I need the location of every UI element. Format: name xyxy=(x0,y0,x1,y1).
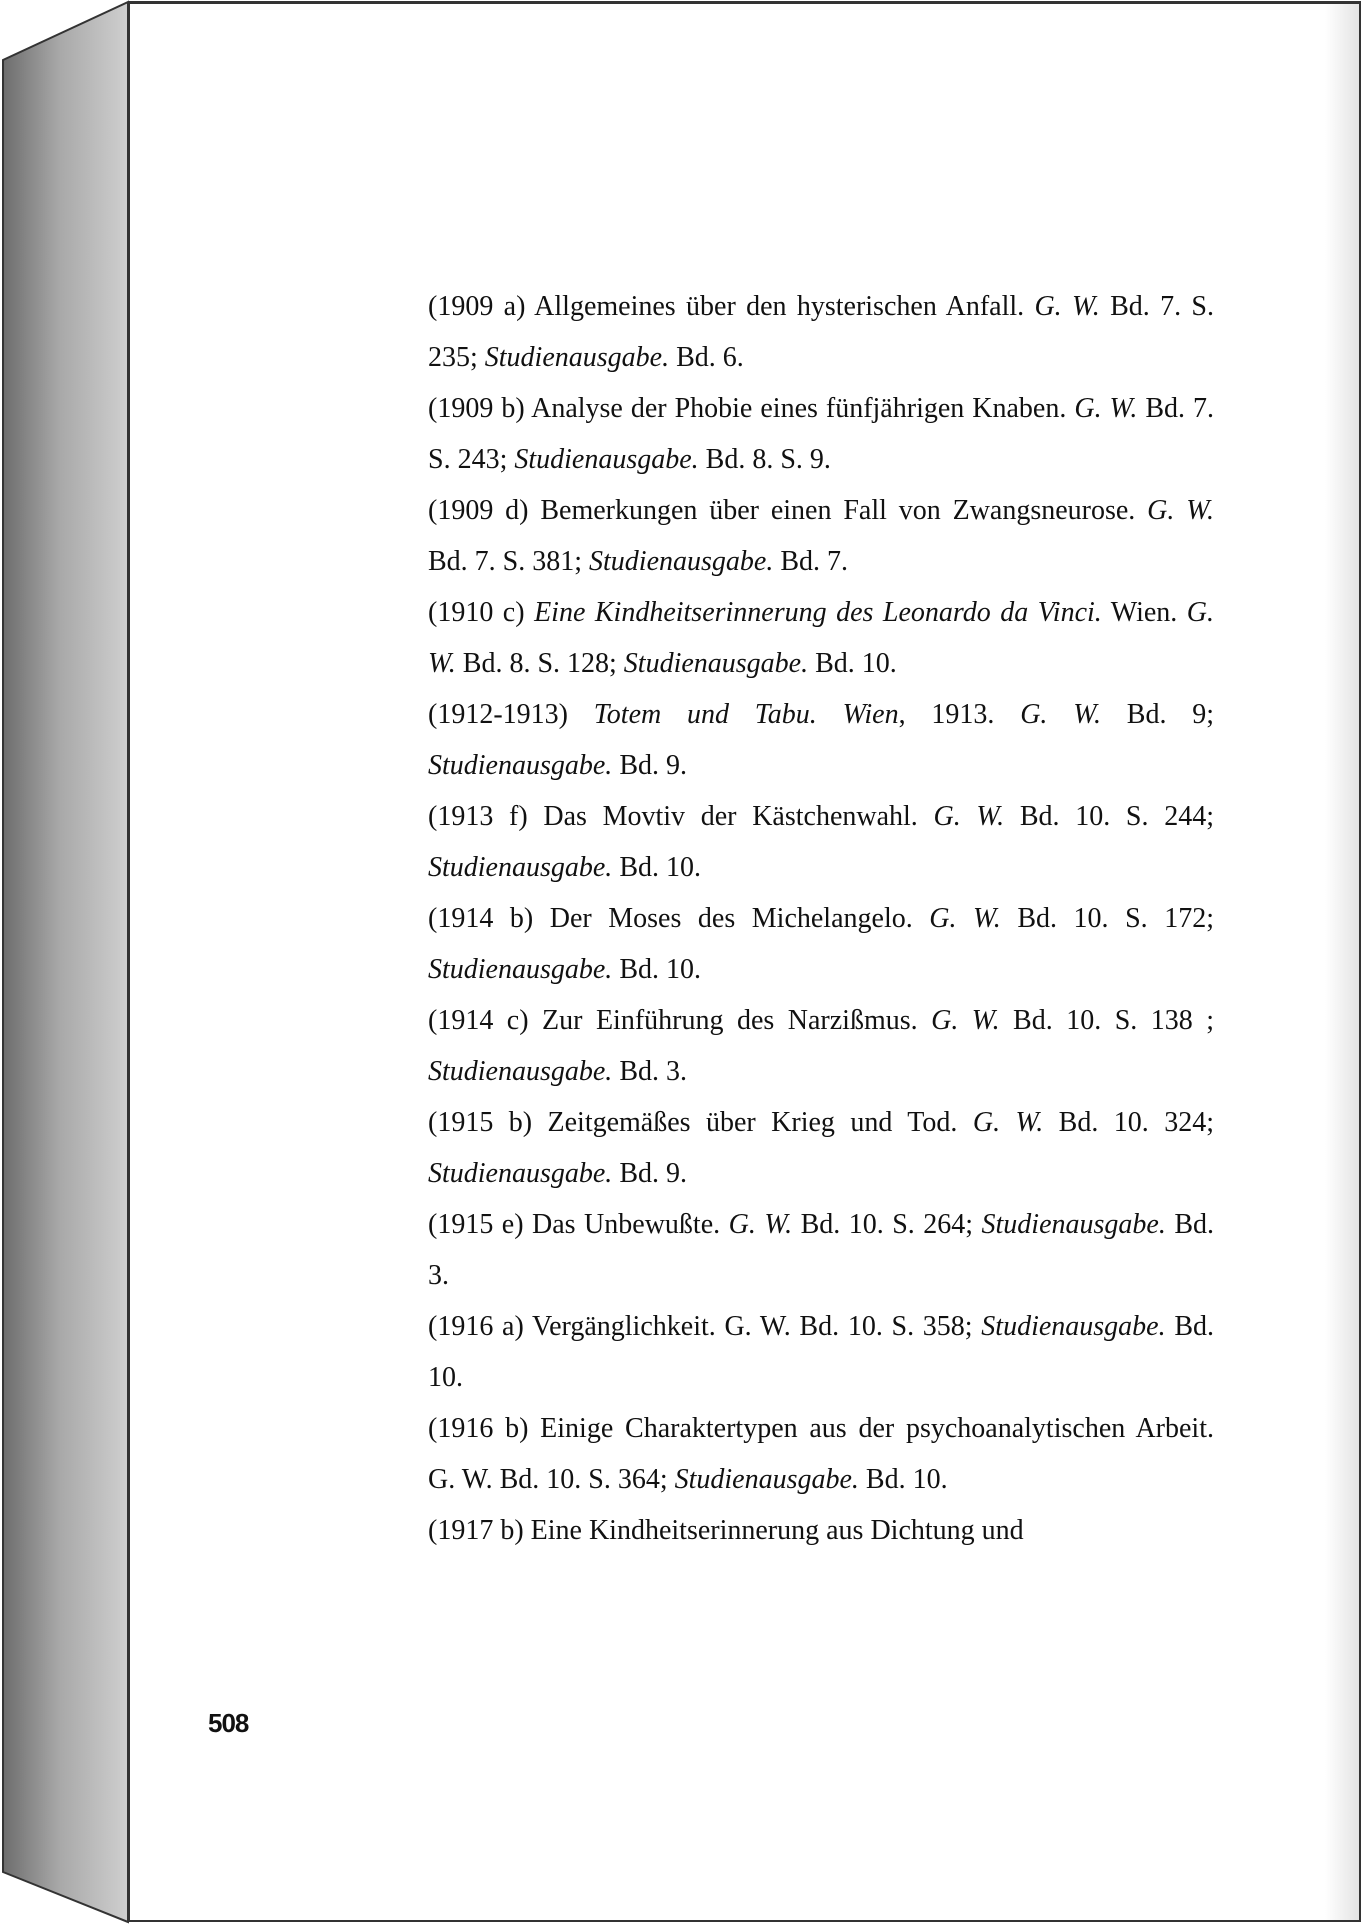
entry-text: (1917 b) Eine Kindheitserinnerung aus Dichtung und xyxy=(428,1515,1024,1546)
entry-text: Bd. 10. S. 264; xyxy=(792,1209,982,1240)
entry-text: Bd. 3. xyxy=(428,1209,1214,1291)
entry-text: Bd. 3. xyxy=(612,1056,687,1087)
entry-text: Bd. 10. S. 172; xyxy=(1000,903,1214,934)
bibliography-list xyxy=(428,281,1214,1556)
entry-text: Bd. 10. xyxy=(858,1464,948,1495)
bibliography-entry xyxy=(428,1505,1214,1556)
entry-title-italic: Studienausgabe. xyxy=(428,750,613,781)
bibliography-entry xyxy=(428,587,1214,689)
entry-text: (1914 b) Der Moses des Michelangelo. xyxy=(428,903,930,934)
entry-text: (1910 c) xyxy=(428,597,535,628)
entry-title-italic: Studienausgabe. xyxy=(981,1311,1166,1342)
entry-title-italic: G. W. xyxy=(1020,699,1101,730)
entry-text: Bd. 9. xyxy=(612,1158,687,1189)
entry-text: Bd. 10. xyxy=(612,954,701,985)
entry-text: Bd. 10. S. 244; xyxy=(1004,801,1214,832)
entry-text: (1914 c) Zur Einführung des Narzißmus. xyxy=(428,1005,932,1036)
entry-text: (1909 d) Bemerkungen über einen Fall von Zwangsneurose. xyxy=(428,495,1148,526)
entry-text: (1915 b) Zeitgemäßes über Krieg und Tod. xyxy=(428,1107,973,1138)
entry-text: Bd. 9. xyxy=(612,750,687,781)
entry-title-italic: Studienausgabe. xyxy=(981,1209,1166,1240)
entry-title-italic: Studienausgabe. xyxy=(428,954,613,985)
bibliography-entry xyxy=(428,1301,1214,1403)
entry-title-italic: G. W. xyxy=(933,801,1005,832)
entry-text: Bd. 10. xyxy=(612,852,701,883)
entry-text: Bd. 8. S. 9. xyxy=(698,444,831,475)
entry-title-italic: Studienausgabe. xyxy=(623,648,809,679)
bibliography-entry xyxy=(428,791,1214,893)
entry-text: Bd. 10. xyxy=(428,1311,1214,1393)
entry-text: (1916 a) Vergänglichkeit. G. W. Bd. 10. S. 358; xyxy=(428,1311,982,1342)
entry-text: Bd. 7. S. 235; xyxy=(428,291,1214,373)
entry-title-italic: G. W. xyxy=(728,1209,793,1240)
bibliography-entry xyxy=(428,1199,1214,1301)
bibliography-entry xyxy=(428,893,1214,995)
entry-title-italic: Studienausgabe. xyxy=(674,1464,859,1495)
entry-title-italic: G. W. xyxy=(1034,291,1100,322)
entry-text: (1913 f) Das Movtiv der Kästchenwahl. xyxy=(428,801,934,832)
entry-title-italic: G. W. xyxy=(929,903,1001,934)
page-edge-shadow xyxy=(1325,4,1359,1920)
entry-title-italic: Studienausgabe. xyxy=(428,1158,613,1189)
entry-text: Bd. 10. 324; xyxy=(1043,1107,1214,1138)
entry-title-italic: Studienausgabe. xyxy=(428,1056,613,1087)
entry-text: Bd. 10. xyxy=(808,648,897,679)
entry-title-italic: Studienausgabe. xyxy=(428,852,613,883)
entry-text: Wien. xyxy=(1101,597,1187,628)
entry-text: , 1913. xyxy=(898,699,1021,730)
entry-title-italic: Eine Kindheitserinnerung des Leonardo da Vinci. xyxy=(534,597,1102,628)
entry-text: Bd. 7. S. 243; xyxy=(428,393,1214,475)
entry-text: (1916 b) Einige Charaktertypen aus der psychoanalytischen Arbeit. G. W. Bd. 10. S. 364; xyxy=(428,1413,1214,1495)
entry-title-italic: G. W. xyxy=(972,1107,1044,1138)
entry-title-italic: G. W. xyxy=(931,1005,1000,1036)
entry-text: (1912-1913) xyxy=(428,699,594,730)
entry-text: Bd. 8. S. 128; xyxy=(455,648,624,679)
page-number: 508 xyxy=(208,1708,249,1738)
entry-text: (1915 e) Das Unbewußte. xyxy=(428,1209,729,1240)
entry-text: Bd. 6. xyxy=(669,342,744,373)
entry-title-italic: Studienausgabe. xyxy=(589,546,774,577)
entry-text: Bd. 10. S. 138 ; xyxy=(999,1005,1215,1036)
entry-title-italic: Studienausgabe. xyxy=(484,342,670,373)
entry-text: (1909 b) Analyse der Phobie eines fünfjährigen Knaben. xyxy=(428,393,1075,424)
entry-title-italic: G. W. xyxy=(428,597,1214,679)
entry-title-italic: G. W. xyxy=(1147,495,1214,526)
entry-text: Bd. 7. xyxy=(773,546,849,577)
entry-title-italic: G. W. xyxy=(1074,393,1138,424)
bibliography-entry xyxy=(428,383,1214,485)
bibliography-entry xyxy=(428,1097,1214,1199)
entry-text: (1909 a) Allgemeines über den hysterischen Anfall. xyxy=(428,291,1035,322)
entry-text: Bd. 7. S. 381; xyxy=(428,546,590,577)
bibliography-entry xyxy=(428,995,1214,1097)
bibliography-entry xyxy=(428,485,1214,587)
entry-title-italic: Studienausgabe. xyxy=(514,444,699,475)
bibliography-entry xyxy=(428,281,1214,383)
entry-title-italic: Totem und Tabu. Wien xyxy=(593,699,899,730)
bibliography-entry xyxy=(428,689,1214,791)
bibliography-entry xyxy=(428,1403,1214,1505)
entry-text: Bd. 9; xyxy=(1100,699,1215,730)
